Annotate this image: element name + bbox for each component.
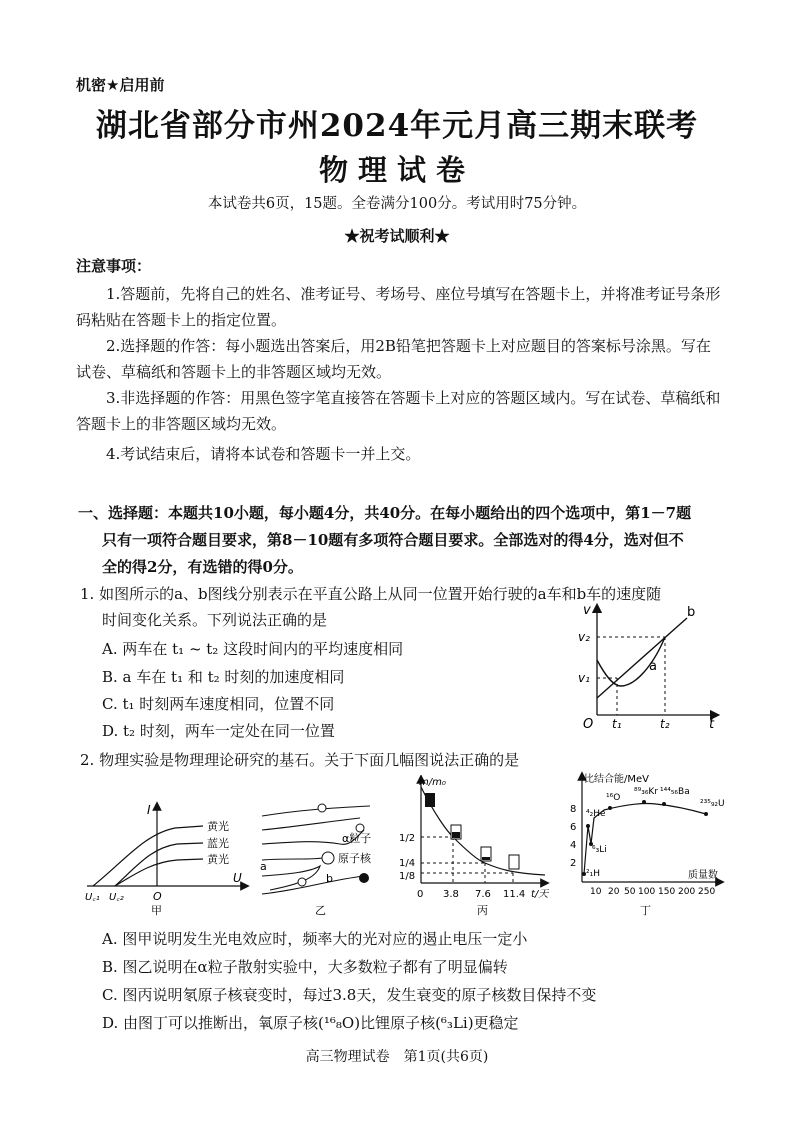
notice-heading: 注意事项： [76,257,152,275]
page-footer: 高三物理试卷 第1页(共6页) [305,1049,489,1065]
exam-title: 湖北省部分市州2024年元月高三期末联考 [95,108,699,144]
jia-label-c2: 蓝光 [207,837,229,850]
yi-caption: 乙 [315,904,326,917]
section-line-2: 只有一项符合题目要求，第8－10题有多项符合题目要求。全部选对的得4分，选对但不 [102,531,684,549]
q2-option-b: B. 图乙说明在α粒子散射实验中，大多数粒子都有了明显偏转 [102,958,508,976]
fig-jia [85,800,255,918]
yi-label-alpha: α粒子 [342,832,372,845]
section-line-1: 一、选择题：本题共10小题，每小题4分，共40分。在每小题给出的四个选项中，第1－7题 [78,504,692,522]
ding-x-100: 100 [638,887,656,897]
ding-x-20: 20 [608,887,620,897]
exam-subject: 物理试卷 [318,153,475,187]
jia-curve-3 [115,859,203,886]
yi-label-nucleus: 原子核 [338,852,371,865]
fig-ding [560,770,725,920]
q1-option-a: A. 两车在 t₁ ~ t₂ 这段时间内的平均速度相同 [102,640,404,658]
q1-label-o: O [583,717,594,730]
bing-y-eighth: 1/8 [399,871,416,882]
ding-point-kr [642,800,646,804]
ding-point-he [586,824,590,828]
yi-track-2 [262,818,360,830]
jia-label-uc2: U꜀₂ [109,892,124,903]
bing-sample-0 [425,793,435,807]
q1-stem-2: 时间变化关系。下列说法正确的是 [102,611,328,629]
jia-label-c1: 黄光 [207,820,229,833]
yi-track-a [262,866,320,890]
fig-yi [260,800,400,918]
q1-label-a: a [649,659,657,674]
ding-x-10: 10 [590,887,602,897]
yi-track-4 [262,858,322,860]
ding-y-8: 8 [570,804,577,815]
ding-ylabel: 比结合能/MeV [584,774,649,785]
section-instructions [78,500,728,581]
ding-y-4: 4 [570,840,577,851]
ding-label-kr: ⁸⁹₃₆Kr [634,787,659,797]
jia-label-uc1: U꜀₁ [85,892,100,903]
ding-point-ba [662,802,666,806]
q2-option-c: C. 图丙说明氡原子核衰变时，每过3.8天，发生衰变的原子核数目保持不变 [102,986,597,1004]
ding-point-o [608,806,612,810]
bing-x-1: 3.8 [443,889,459,900]
jia-label-o: O [153,890,162,903]
ding-y-2: 2 [570,858,577,869]
ding-caption: 丁 [640,904,651,917]
q1-label-v1: v₁ [578,671,590,685]
yi-alpha-1 [318,804,326,812]
confidential-label: 机密★启用前 [76,76,165,94]
q1-label-t1: t₁ [612,717,622,730]
q1-label-v2: v₂ [578,630,590,644]
ding-y-6: 6 [570,822,577,833]
yi-alpha-4 [359,873,369,883]
bing-x-0: 0 [417,889,424,900]
ding-label-he: ⁴₂He [586,809,606,819]
q1-option-c: C. t₁ 时刻两车速度相同，位置不同 [102,695,335,713]
notice-item-1: 1.答题前，先将自己的姓名、准考证号、考场号、座位号填写在答题卡上，并将准考证号条形码粘贴在答题卡上的指定位置。 [76,285,721,329]
ding-label-li: ⁶₃Li [592,845,607,855]
q1-option-d: D. t₂ 时刻，两车一定处在同一位置 [102,722,335,740]
q1-line-b [597,618,687,698]
yi-track-b [262,876,364,894]
yi-alpha-2 [356,824,364,832]
q1-label-b: b [687,605,696,620]
bing-sample-2-fill [482,857,490,860]
ding-label-u: ²³⁵₉₂U [700,799,725,809]
notice-item-4: 4.考试结束后，请将本试卷和答题卡一并上交。 [106,445,421,463]
yi-label-b: b [326,872,333,885]
bing-sample-1-fill [452,832,460,838]
notice-item-2: 2.选择题的作答：每小题选出答案后，用2B铅笔把答题卡上对应题目的答案标号涂黑。写在试卷、草稿纸和答题卡上的非答题区域均无效。 [76,337,711,381]
jia-label-c3: 黄光 [207,853,229,866]
q2-stem: 2. 物理实验是物理理论研究的基石。关于下面几幅图说法正确的是 [80,751,520,769]
bing-x-3: 11.4 [503,889,526,900]
bing-sample-3 [509,855,519,869]
q2-option-a: A. 图甲说明发生光电效应时，频率大的光对应的遏止电压一定小 [102,930,528,948]
q2-option-d: D. 由图丁可以推断出，氧原子核(¹⁶₈O)比锂原子核(⁶₃Li)更稳定 [102,1014,519,1032]
ding-label-h: ²₁H [586,869,600,879]
bing-x-2: 7.6 [475,889,491,900]
bing-ylabel: m/m₀ [419,777,446,788]
jia-caption: 甲 [151,904,162,917]
exam-wish: ★祝考试顺利★ [344,227,450,245]
bing-y-half: 1/2 [399,833,416,844]
jia-label-i: I [147,803,151,817]
ding-label-o: ¹⁶O [606,793,621,803]
bing-decay-curve [421,787,545,875]
ding-x-250: 250 [698,887,716,897]
q1-label-t: t [709,717,715,730]
q1-label-t2: t₂ [660,717,670,730]
yi-alpha-3 [298,878,306,886]
yi-track-1 [262,806,370,816]
jia-label-u: U [233,871,242,885]
yi-nucleus [322,852,334,864]
fig-bing [395,775,555,918]
ding-x-50: 50 [624,887,636,897]
q1-option-b: B. a 车在 t₁ 和 t₂ 时刻的加速度相同 [102,668,345,686]
section-line-3: 全的得2分，有选错的得0分。 [102,558,303,576]
yi-label-a: a [260,860,267,873]
ding-x-200: 200 [678,887,696,897]
bing-caption: 丙 [477,904,488,917]
notice-item-3: 3.非选择题的作答：用黑色签字笔直接答在答题卡上对应的答题区域内。写在试卷、草稿纸和答题卡上的非答题区域均无效。 [76,389,721,433]
ding-xlabel: 质量数 [688,870,718,881]
exam-meta: 本试卷共6页，15题。全卷满分100分。考试用时75分钟。 [207,196,587,212]
ding-point-u [704,812,708,816]
q1-label-v: v [583,603,591,618]
q1-stem-1: 1. 如图所示的a、b图线分别表示在平直公路上从同一位置开始行驶的a车和b车的速度随 [80,585,662,603]
ding-x-150: 150 [658,887,676,897]
ding-label-ba: ¹⁴⁴₅₆Ba [660,787,690,797]
bing-y-quarter: 1/4 [399,858,416,869]
jia-curve-2 [115,843,203,886]
q1-vt-graph [575,600,725,730]
bing-xlabel: t/天 [531,889,549,900]
